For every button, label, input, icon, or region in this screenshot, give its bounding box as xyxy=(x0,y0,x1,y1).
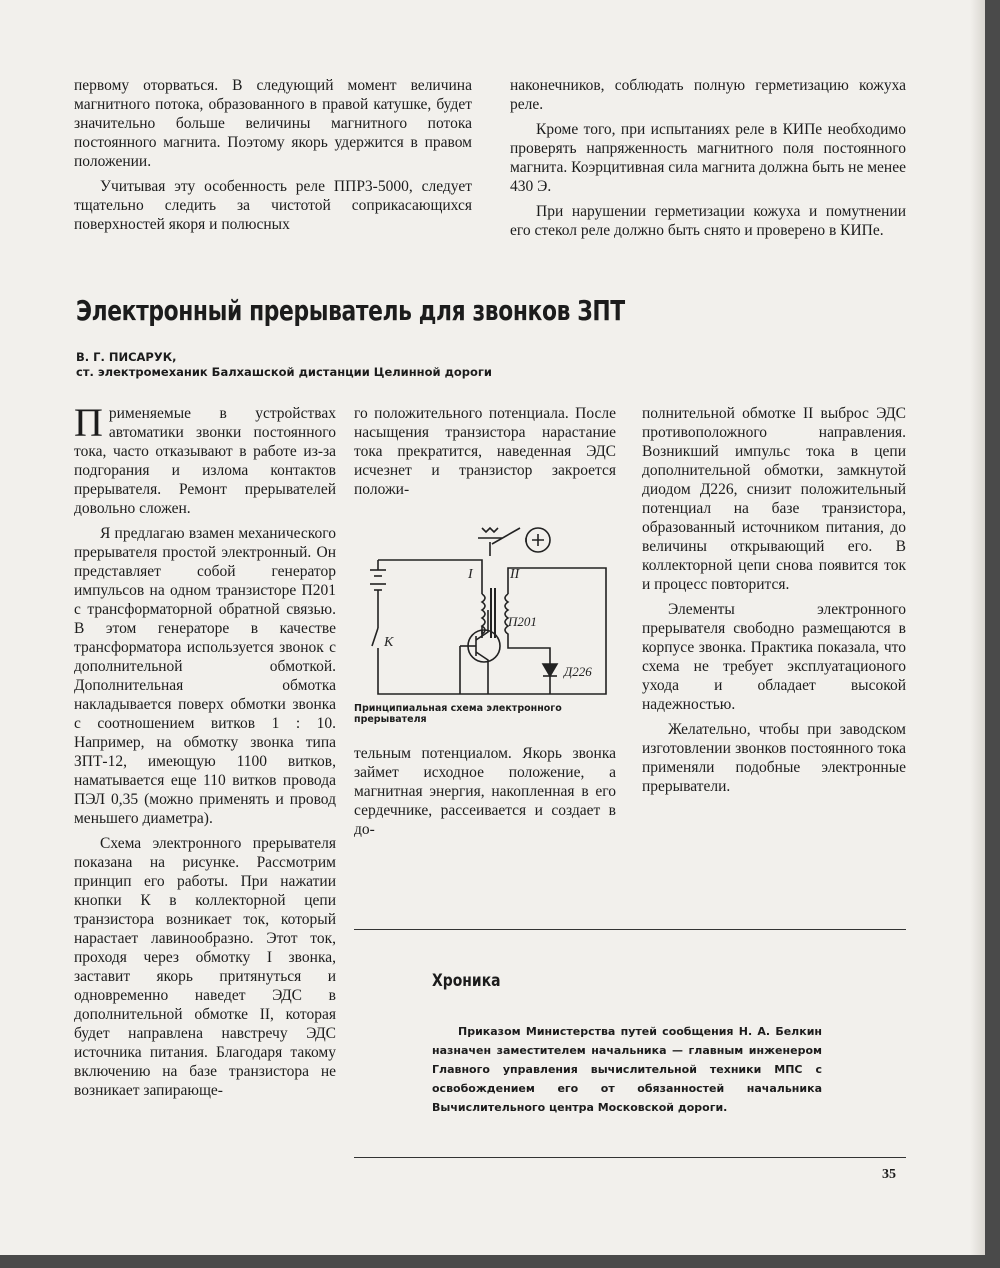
winding-1-label: I xyxy=(468,567,473,582)
page-edge-shadow xyxy=(970,0,985,1255)
author-block xyxy=(76,350,492,380)
figure-caption: Принципиальная схема электронного прерывателя xyxy=(354,703,562,725)
paragraph: первому оторваться. В следующий момент величина магнитного потока, образованного в правой катушке, будет значительно больше величины магнитного потока постоянного магнита. Поэтому якорь удержится в правом положении. xyxy=(74,77,472,170)
page-number: 35 xyxy=(882,1167,896,1182)
article-column-2-bottom xyxy=(354,744,616,845)
transistor-label: П201 xyxy=(508,614,537,629)
chronicle-heading: Хроника xyxy=(432,971,501,991)
paragraph: При нарушении герметизации кожуха и помутнении его стекол реле должно быть снято и проверено в КИПе. xyxy=(510,203,906,239)
article-column-2-top xyxy=(354,404,616,505)
key-label: К xyxy=(384,635,394,650)
article-column-3 xyxy=(642,404,906,802)
paragraph: Схема электронного прерывателя показана на рисунке. Рассмотрим принцип его работы. При нажатии кнопки К в коллекторной цепи транзистора возникает ток, который нарастает лавинообразно. Этот ток, проходя через обмотку I звонка, заставит якорь притянуться и одновременно наведет ЭДС в дополнительной обмотке II, которая будет направлена навстречу ЭДС источника питания. Благодаря такому включению на базе транзистора не возникает запирающе- xyxy=(74,835,336,1099)
top-left-column xyxy=(74,76,472,240)
top-right-column xyxy=(510,76,906,246)
diode-label: Д226 xyxy=(564,664,592,679)
circuit-schematic xyxy=(360,498,616,698)
paragraph: тельным потенциалом. Якорь звонка займет исходное положение, а магнитная энергия, накопленная в его сердечнике, рассеивается и создает в до- xyxy=(354,745,616,838)
paragraph: го положительного потенциала. После насыщения транзистора нарастание тока прекратится, наведенная ЭДС исчезнет и транзистор закроется положи- xyxy=(354,405,616,498)
first-paragraph-text: рименяемые в устройствах автоматики звонки постоянного тока, часто отказывают в работе из-за подгорания и излома контактов прерывателя. Ремонт прерывателей довольно сложен. xyxy=(74,405,336,517)
article-title: Электронный прерыватель для звонков ЗПТ xyxy=(76,294,625,327)
footer-rule xyxy=(354,1157,906,1158)
winding-2-label: II xyxy=(510,567,520,582)
chronicle-text: Приказом Министерства путей сообщения Н. А. Белкин назначен заместителем начальника — главным инженером Главного управления вычислительной техники МПС с освобождением его от обязанностей начальника Вычислительного центра Московской дороги. xyxy=(432,1025,822,1114)
article-column-1 xyxy=(74,400,336,1106)
paragraph: наконечников, соблюдать полную герметизацию кожуха реле. xyxy=(510,77,906,113)
author-position: ст. электромеханик Балхашской дистанции Целинной дороги xyxy=(76,365,492,379)
paragraph: Кроме того, при испытаниях реле в КИПе необходимо проверять напряженность магнитного поля постоянного магнита. Коэрцитивная сила магнита должна быть не менее 430 Э. xyxy=(510,121,906,195)
author-name: В. Г. ПИСАРУК, xyxy=(76,350,177,364)
section-divider xyxy=(354,929,906,930)
drop-cap: П xyxy=(74,400,103,445)
paragraph: Желательно, чтобы при заводском изготовлении звонков постоянного тока применяли подобные электронные прерыватели. xyxy=(642,721,906,795)
first-paragraph xyxy=(74,400,336,518)
paragraph: Элементы электронного прерывателя свободно размещаются в корпусе звонка. Практика показала, что схема не требует эксплуатационого ухода и обладает высокой надежностью. xyxy=(642,601,906,713)
paragraph: Учитывая эту особенность реле ППР3-5000, следует тщательно следить за чистотой соприкасающихся поверхностей якоря и полюсных xyxy=(74,178,472,233)
paragraph: Я предлагаю взамен механического прерывателя простой электронный. Он представляет собой генератор импульсов на одном транзисторе П201 с трансформаторной обратной связью. В этом генераторе в качестве трансформатора используется звонок с дополнительной обмоткой. Дополнительная обмотка накладывается поверх обмотки звонка с соотношением витков 1 : 10. Например, на обмотку звонка типа ЗПТ-12, имеющую 1100 витков, наматывается еще 110 витков провода ПЭЛ 0,35 (можно применять и провод меньшего диаметра). xyxy=(74,525,336,827)
paragraph: полнительной обмотке II выброс ЭДС противоположного направления. Возникший импульс тока в цепи дополнительной обмотки, замкнутой диодом Д226, снизит положительный потенциал на базе транзистора, образованный источником питания, до величины открывающий его. В коллекторной цепи снова появится ток и процесс повторится. xyxy=(642,405,906,593)
